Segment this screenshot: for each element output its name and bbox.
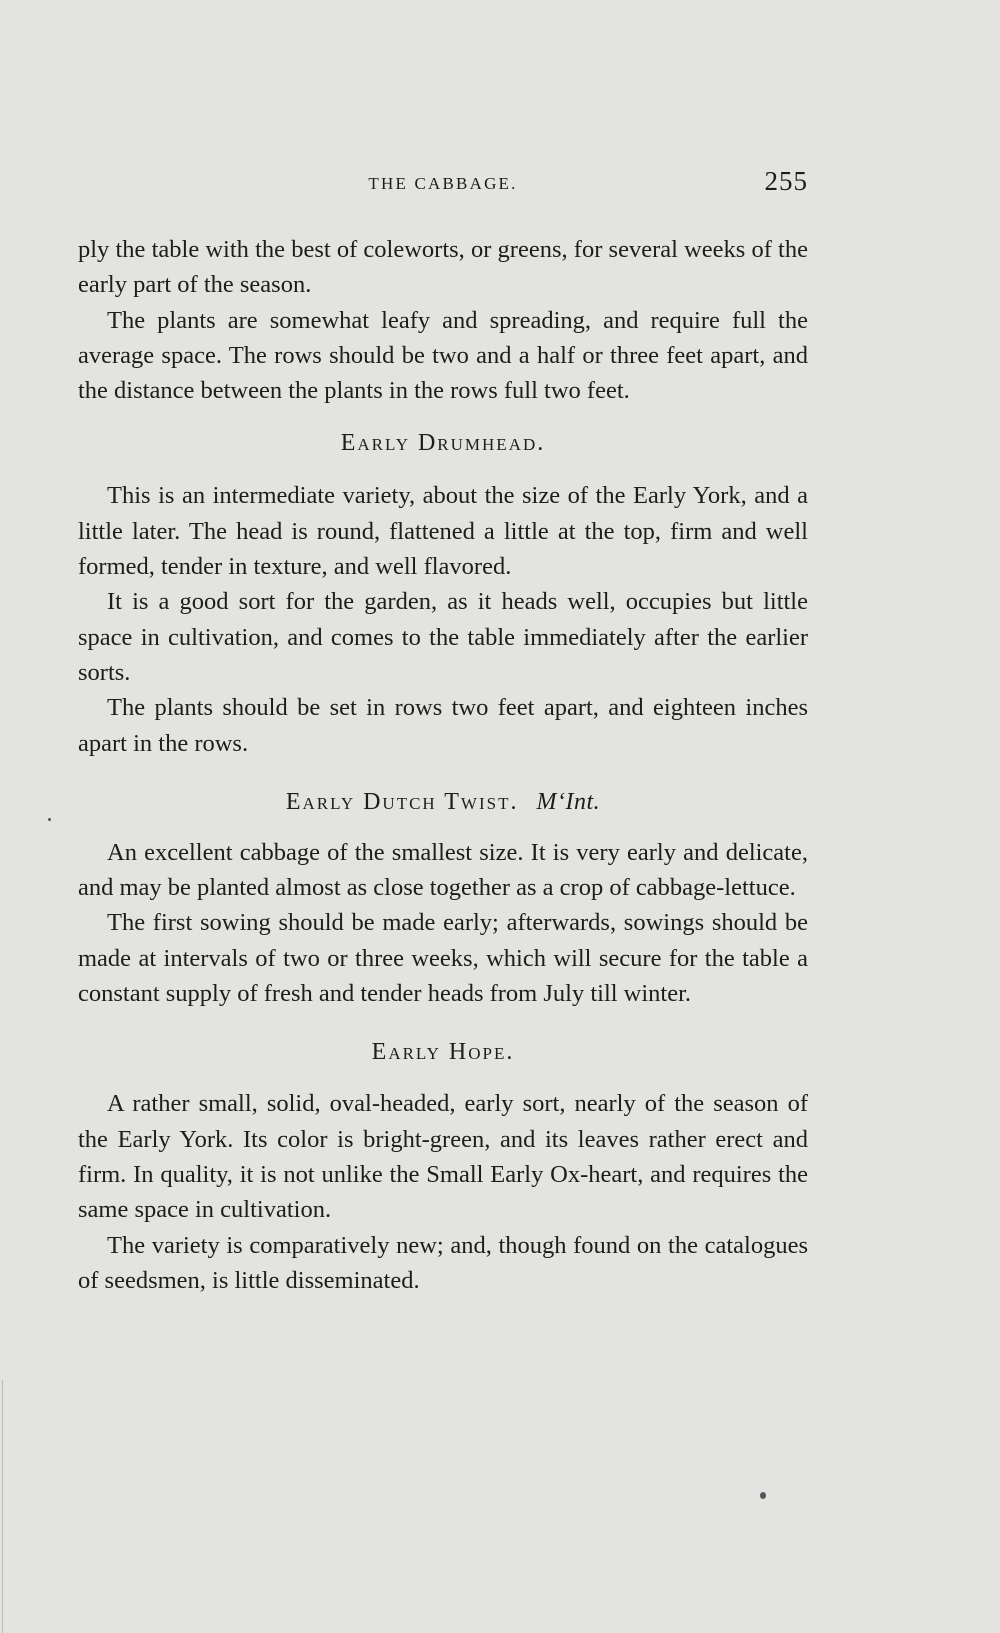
page-number: 255 <box>764 166 808 196</box>
ink-speck <box>48 818 51 821</box>
running-head <box>78 166 808 200</box>
heading-authority: M‘Int. <box>536 788 601 815</box>
paragraph: The plants should be set in rows two feet apart, and eighteen inches apart in the rows. <box>78 694 808 757</box>
paragraph: It is a good sort for the garden, as it heads well, occupies but little space in cultivation, and comes to the table immediately after the earlier sorts. <box>78 588 808 686</box>
paragraph: The first sowing should be made early; afterwards, sowings should be made at intervals of two or three weeks, which will secure for the table a constant supply of fresh and tender heads from July till winter. <box>78 909 808 1008</box>
paragraph: A rather small, solid, oval-headed, early sort, nearly of the season of the Early York. Its color is bright-green, and its leaves rather erect and firm. In quality, it is not unlike the Small Early Ox-heart, and requires the same space in cultivation. <box>78 1090 808 1224</box>
paragraph: ply the table with the best of coleworts, or greens, for several weeks of the early part of the season. <box>78 236 808 299</box>
paragraph: This is an intermediate variety, about the size of the Early York, and a little later. The head is round, flattened a little at the top, firm and well formed, tender in texture, and well flavored. <box>78 482 808 581</box>
body-text <box>78 232 808 1298</box>
section-heading-early-hope: Early Hope. <box>371 1039 515 1066</box>
running-title: THE CABBAGE. <box>368 174 518 193</box>
paragraph: The variety is comparatively new; and, though found on the catalogues of seedsmen, is little disseminated. <box>78 1231 808 1294</box>
section-heading-early-dutch-twist <box>78 785 808 819</box>
gutter-shadow <box>2 1380 3 1633</box>
ink-speck <box>760 1492 766 1499</box>
section-heading-early-drumhead: Early Drumhead. <box>340 430 546 457</box>
heading-text: Early Dutch Twist. <box>285 788 519 815</box>
paragraph: The plants are somewhat leafy and spreading, and require full the average space. The rows should be two and a half or three feet apart, and the distance between the plants in the rows full two feet. <box>78 306 808 405</box>
paragraph: An excellent cabbage of the smallest size. It is very early and delicate, and may be planted almost as close together as a crop of cabbage-lettuce. <box>78 838 808 902</box>
